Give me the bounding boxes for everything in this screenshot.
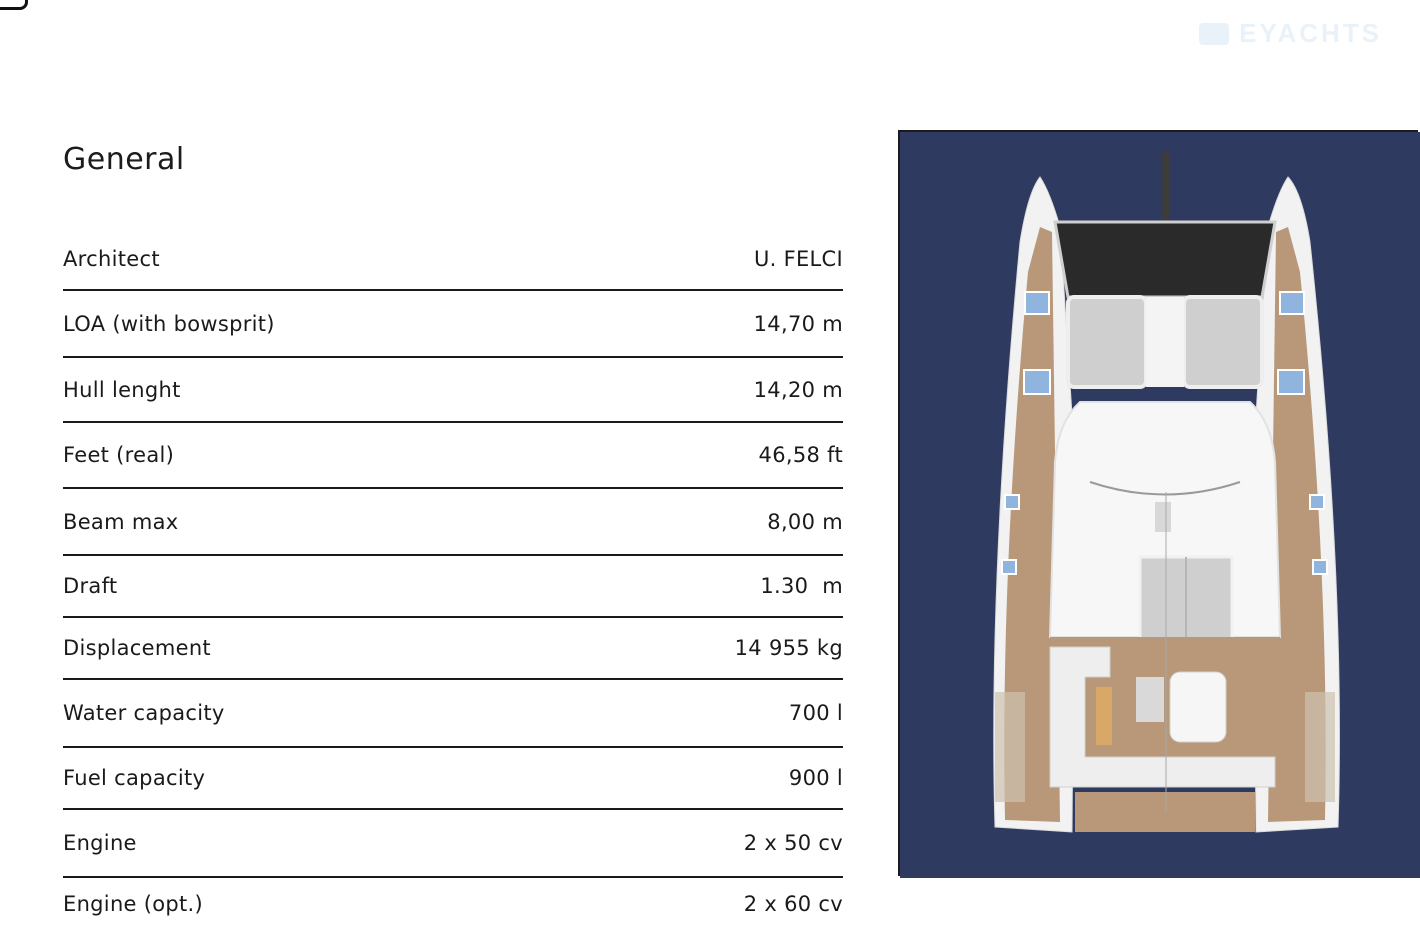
roof-hatch <box>1155 502 1171 532</box>
foredeck-cushion-left <box>1068 297 1146 387</box>
helm-seat <box>1170 672 1226 742</box>
spec-row-architect <box>63 228 843 291</box>
cockpit-galley <box>1136 677 1164 722</box>
spec-value: 900 l <box>788 766 843 790</box>
cockpit-table <box>1096 687 1112 745</box>
spec-label: Beam max <box>63 509 179 534</box>
spec-label: LOA (with bowsprit) <box>63 311 275 336</box>
spec-row-beam <box>63 489 843 556</box>
porthole-icon <box>1313 560 1327 574</box>
spec-label: Engine (opt.) <box>63 892 204 916</box>
hatch-icon <box>1024 370 1050 394</box>
aft-swim-platform <box>1075 792 1255 832</box>
port-stern-steps <box>995 692 1025 802</box>
hatch-icon <box>1278 370 1304 394</box>
spec-label: Architect <box>63 246 160 271</box>
spec-label: Draft <box>63 574 118 598</box>
foredeck-walkway <box>1146 297 1184 387</box>
spec-label: Fuel capacity <box>63 766 206 790</box>
spec-row-feet <box>63 423 843 489</box>
spec-label: Feet (real) <box>63 443 175 467</box>
catamaran-top-view-image <box>898 130 1418 876</box>
spec-value: 700 l <box>788 701 843 725</box>
catamaran-illustration <box>900 132 1420 878</box>
spec-label: Hull lenght <box>63 377 181 402</box>
foredeck-cushion-right <box>1184 297 1262 387</box>
watermark-text: EYACHTS <box>1239 18 1382 48</box>
spec-row-hull-length <box>63 358 843 423</box>
starboard-stern-steps <box>1305 692 1335 802</box>
trampoline-net <box>1055 222 1275 297</box>
spec-value: 1.30 m <box>760 574 843 598</box>
spec-table <box>63 228 843 941</box>
spec-row-displacement <box>63 618 843 680</box>
spec-label: Water capacity <box>63 701 225 725</box>
spec-value: 46,58 ft <box>758 443 843 467</box>
spec-value: 14 955 kg <box>734 636 843 660</box>
spec-row-loa <box>63 291 843 358</box>
spec-row-engine <box>63 810 843 878</box>
spec-row-water <box>63 680 843 748</box>
spec-label: Engine <box>63 831 137 855</box>
spec-value: 14,20 m <box>753 377 843 402</box>
porthole-icon <box>1002 560 1016 574</box>
porthole-icon <box>1005 495 1019 509</box>
hatch-icon <box>1025 292 1049 314</box>
spec-row-fuel <box>63 748 843 810</box>
corner-frame-mark <box>0 0 28 10</box>
hatch-icon <box>1280 292 1304 314</box>
spec-value: 14,70 m <box>753 311 843 336</box>
porthole-icon <box>1310 495 1324 509</box>
spec-label: Displacement <box>63 636 211 660</box>
spec-value: 2 x 60 cv <box>743 892 843 916</box>
spec-row-draft <box>63 556 843 618</box>
spec-value: U. FELCI <box>753 246 843 271</box>
watermark <box>1199 18 1382 49</box>
watermark-logo-icon <box>1199 23 1229 45</box>
spec-value: 8,00 m <box>767 509 843 534</box>
spec-value: 2 x 50 cv <box>743 831 843 855</box>
section-title: General <box>63 142 185 177</box>
spec-row-engine-opt <box>63 878 843 941</box>
